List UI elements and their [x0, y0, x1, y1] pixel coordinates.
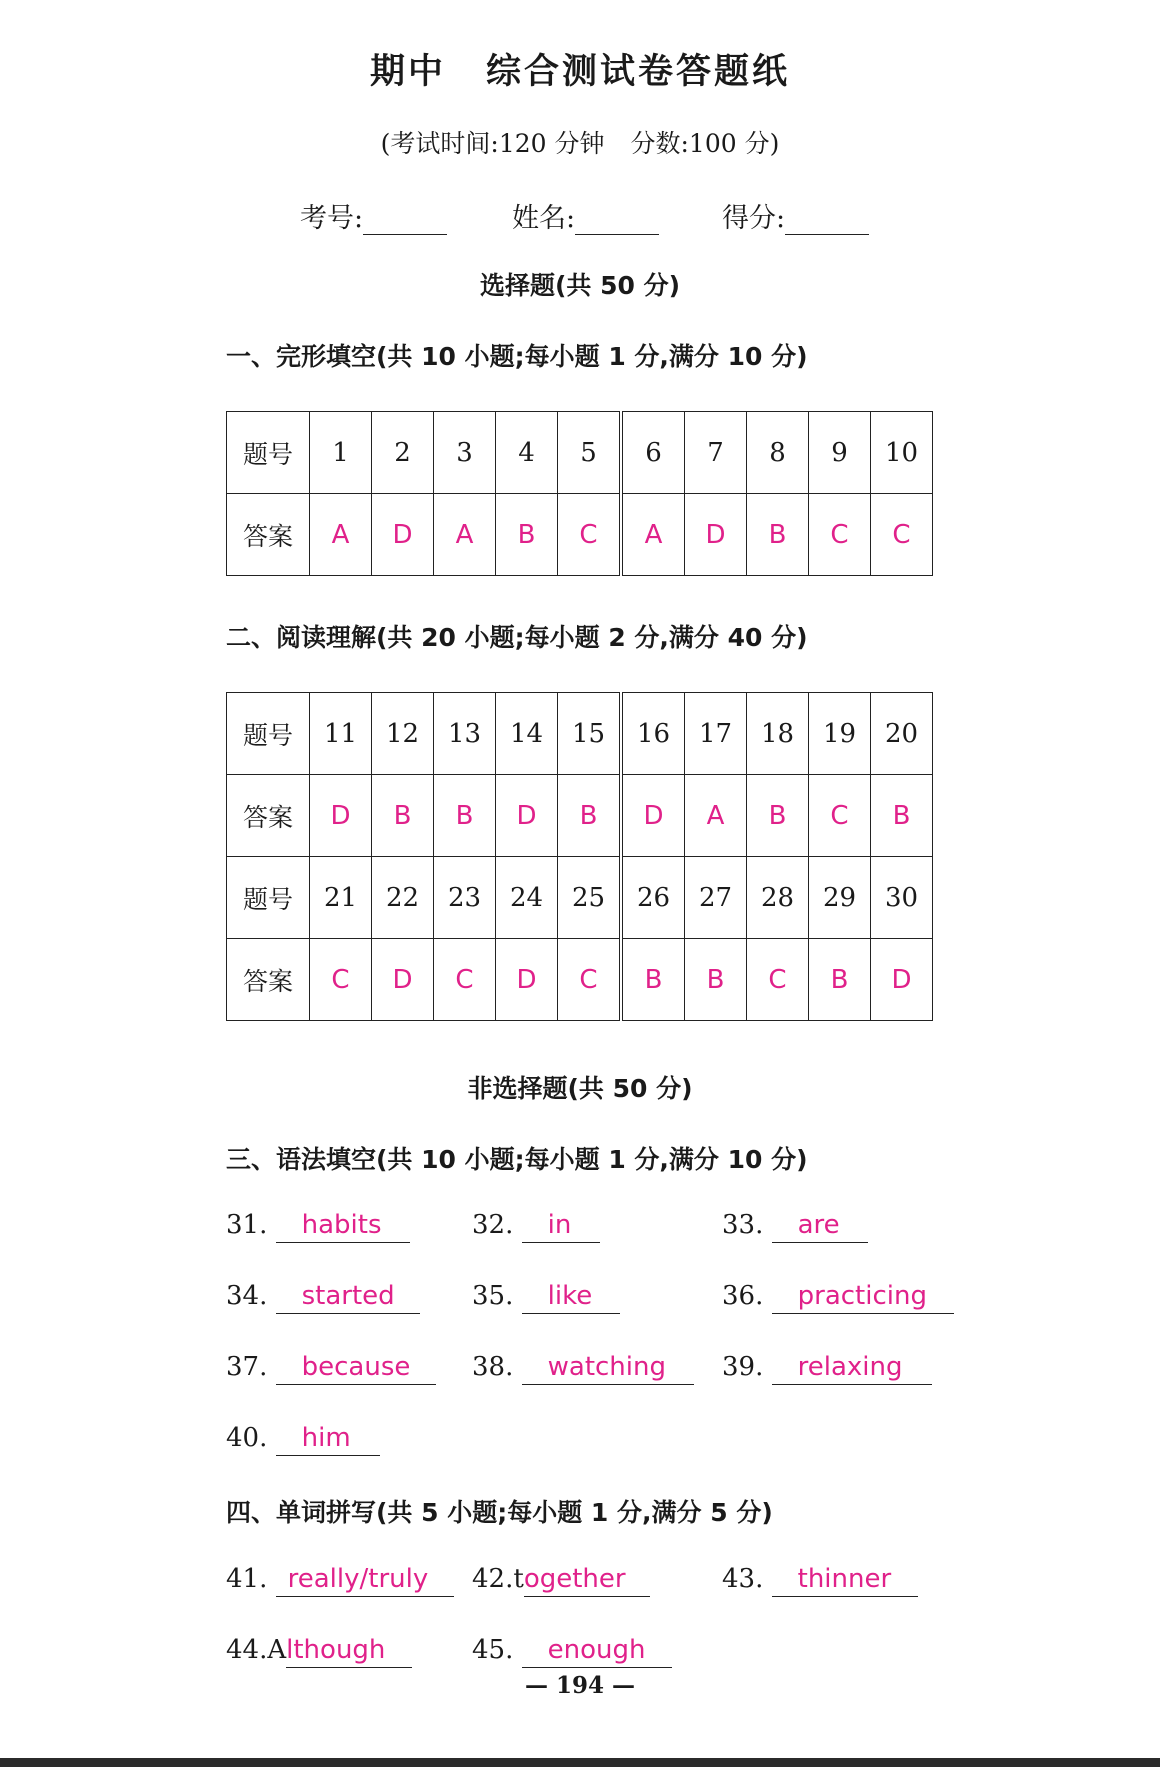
- given-letter: A: [267, 1635, 287, 1665]
- fill-item-34[interactable]: [226, 1281, 420, 1314]
- question-number: 30: [871, 857, 933, 939]
- section4-heading: 四、单词拼写(共 5 小题;每小题 1 分,满分 5 分): [226, 1498, 773, 1527]
- row-label-answer: 答案: [227, 775, 310, 857]
- fill-item-41[interactable]: [226, 1564, 454, 1597]
- answer-blank[interactable]: in: [522, 1210, 600, 1243]
- answer-cell[interactable]: C: [809, 494, 871, 576]
- row-label-answer: 答案: [227, 494, 310, 576]
- exam-no-field[interactable]: [300, 196, 447, 235]
- question-number: 12: [372, 693, 434, 775]
- row-label-question: 题号: [227, 693, 310, 775]
- question-number: 22: [372, 857, 434, 939]
- answer-cell[interactable]: B: [747, 775, 809, 857]
- item-number: 45.: [472, 1635, 514, 1665]
- answer-cell[interactable]: B: [558, 775, 622, 857]
- question-number: 10: [871, 412, 933, 494]
- name-label: 姓名:: [512, 203, 576, 234]
- fill-item-32[interactable]: [472, 1210, 600, 1243]
- answer-cell[interactable]: A: [310, 494, 372, 576]
- fill-item-35[interactable]: [472, 1281, 620, 1314]
- answer-cell[interactable]: B: [372, 775, 434, 857]
- question-number: 9: [809, 412, 871, 494]
- question-number: 16: [621, 693, 685, 775]
- item-number: 43.: [722, 1564, 764, 1594]
- exam-no-label: 考号:: [300, 203, 364, 234]
- item-number: 41.: [226, 1564, 268, 1594]
- fill-item-37[interactable]: [226, 1352, 436, 1385]
- answer-cell[interactable]: D: [496, 775, 558, 857]
- item-number: 37.: [226, 1352, 268, 1382]
- section-choice-heading: 选择题(共 50 分): [479, 271, 681, 300]
- question-number: 25: [558, 857, 622, 939]
- row-label-question: 题号: [227, 857, 310, 939]
- table-row-numbers: [227, 857, 933, 939]
- answer-cell[interactable]: D: [372, 494, 434, 576]
- section3-heading: 三、语法填空(共 10 小题;每小题 1 分,满分 10 分): [226, 1145, 808, 1174]
- answer-blank[interactable]: ogether: [524, 1564, 650, 1597]
- answer-blank[interactable]: enough: [522, 1635, 672, 1668]
- score-blank[interactable]: [785, 204, 869, 235]
- question-number: 1: [310, 412, 372, 494]
- answer-cell[interactable]: C: [747, 939, 809, 1021]
- question-number: 7: [685, 412, 747, 494]
- given-letter: t: [513, 1564, 524, 1594]
- answer-blank[interactable]: habits: [276, 1210, 410, 1243]
- title-left: 期中: [369, 52, 446, 92]
- item-number: 40.: [226, 1423, 268, 1453]
- item-number: 36.: [722, 1281, 764, 1311]
- answer-cell[interactable]: B: [496, 494, 558, 576]
- answer-cell[interactable]: A: [685, 775, 747, 857]
- answer-cell[interactable]: D: [496, 939, 558, 1021]
- question-number: 3: [434, 412, 496, 494]
- question-number: 26: [621, 857, 685, 939]
- fill-item-38[interactable]: [472, 1352, 694, 1385]
- answer-blank[interactable]: started: [276, 1281, 420, 1314]
- answer-cell[interactable]: B: [871, 775, 933, 857]
- answer-cell[interactable]: D: [372, 939, 434, 1021]
- score-label: 得分:: [722, 203, 786, 234]
- answer-blank[interactable]: because: [276, 1352, 436, 1385]
- answer-cell[interactable]: B: [809, 939, 871, 1021]
- question-number: 17: [685, 693, 747, 775]
- row-label-question: 题号: [227, 412, 310, 494]
- title-right: 综合测试卷答题纸: [486, 52, 791, 92]
- answer-blank[interactable]: him: [276, 1423, 380, 1456]
- question-number: 28: [747, 857, 809, 939]
- page-title: [0, 44, 1160, 94]
- question-number: 14: [496, 693, 558, 775]
- name-blank[interactable]: [575, 204, 659, 235]
- bottom-edge-bar: [0, 1758, 1160, 1767]
- question-number: 15: [558, 693, 622, 775]
- question-number: 20: [871, 693, 933, 775]
- answer-blank[interactable]: really/truly: [276, 1564, 454, 1597]
- table-row-numbers: [227, 693, 933, 775]
- item-number: 34.: [226, 1281, 268, 1311]
- answer-blank[interactable]: relaxing: [772, 1352, 932, 1385]
- question-number: 5: [558, 412, 622, 494]
- question-number: 18: [747, 693, 809, 775]
- answer-blank[interactable]: thinner: [772, 1564, 918, 1597]
- answer-cell[interactable]: C: [871, 494, 933, 576]
- answer-blank[interactable]: like: [522, 1281, 620, 1314]
- section-nonchoice-heading: 非选择题(共 50 分): [467, 1074, 693, 1103]
- fill-item-42[interactable]: [472, 1564, 650, 1597]
- table-row-answers: [227, 939, 933, 1021]
- answer-blank[interactable]: lthough: [286, 1635, 412, 1668]
- page-number: — 194 —: [524, 1672, 636, 1699]
- answer-cell[interactable]: C: [310, 939, 372, 1021]
- answer-cell[interactable]: B: [434, 775, 496, 857]
- answer-cell[interactable]: D: [310, 775, 372, 857]
- item-number: 42.: [472, 1564, 514, 1594]
- exam-time: (考试时间:120 分钟: [380, 129, 605, 158]
- question-number: 13: [434, 693, 496, 775]
- name-field[interactable]: [512, 196, 659, 235]
- answer-cell[interactable]: B: [685, 939, 747, 1021]
- exam-info: [0, 124, 1160, 160]
- table-row-answers: [227, 775, 933, 857]
- score-field[interactable]: [722, 196, 869, 235]
- item-number: 38.: [472, 1352, 514, 1382]
- fill-item-36[interactable]: [722, 1281, 954, 1314]
- question-number: 4: [496, 412, 558, 494]
- fill-item-33[interactable]: [722, 1210, 868, 1243]
- item-number: 31.: [226, 1210, 268, 1240]
- fill-item-40[interactable]: [226, 1423, 380, 1456]
- question-number: 27: [685, 857, 747, 939]
- row-label-answer: 答案: [227, 939, 310, 1021]
- item-number: 33.: [722, 1210, 764, 1240]
- answer-cell[interactable]: C: [434, 939, 496, 1021]
- answer-blank[interactable]: practicing: [772, 1281, 954, 1314]
- answer-blank[interactable]: watching: [522, 1352, 694, 1385]
- question-number: 11: [310, 693, 372, 775]
- item-number: 39.: [722, 1352, 764, 1382]
- question-number: 21: [310, 857, 372, 939]
- section1-table: [226, 411, 933, 576]
- fill-item-45[interactable]: [472, 1635, 672, 1668]
- section2-table: [226, 692, 933, 1021]
- question-number: 19: [809, 693, 871, 775]
- question-number: 23: [434, 857, 496, 939]
- answer-blank[interactable]: are: [772, 1210, 868, 1243]
- question-number: 29: [809, 857, 871, 939]
- section1-heading: 一、完形填空(共 10 小题;每小题 1 分,满分 10 分): [226, 342, 808, 371]
- question-number: 24: [496, 857, 558, 939]
- table-row-answers: [227, 494, 933, 576]
- answer-cell[interactable]: C: [558, 939, 622, 1021]
- item-number: 35.: [472, 1281, 514, 1311]
- item-number: 32.: [472, 1210, 514, 1240]
- answer-cell[interactable]: B: [747, 494, 809, 576]
- question-number: 2: [372, 412, 434, 494]
- item-number: 44.: [226, 1635, 268, 1665]
- fill-item-44[interactable]: [226, 1635, 412, 1668]
- fill-item-39[interactable]: [722, 1352, 932, 1385]
- answer-cell[interactable]: D: [871, 939, 933, 1021]
- fill-item-31[interactable]: [226, 1210, 410, 1243]
- exam-score: 分数:100 分): [630, 129, 780, 158]
- question-number: 8: [747, 412, 809, 494]
- answer-cell[interactable]: C: [558, 494, 622, 576]
- exam-no-blank[interactable]: [363, 204, 447, 235]
- answer-cell[interactable]: D: [621, 775, 685, 857]
- table-row-numbers: [227, 412, 933, 494]
- answer-cell[interactable]: A: [434, 494, 496, 576]
- fill-item-43[interactable]: [722, 1564, 918, 1597]
- answer-cell[interactable]: C: [809, 775, 871, 857]
- section2-heading: 二、阅读理解(共 20 小题;每小题 2 分,满分 40 分): [226, 623, 808, 652]
- answer-cell[interactable]: B: [621, 939, 685, 1021]
- answer-cell[interactable]: D: [685, 494, 747, 576]
- question-number: 6: [621, 412, 685, 494]
- answer-cell[interactable]: A: [621, 494, 685, 576]
